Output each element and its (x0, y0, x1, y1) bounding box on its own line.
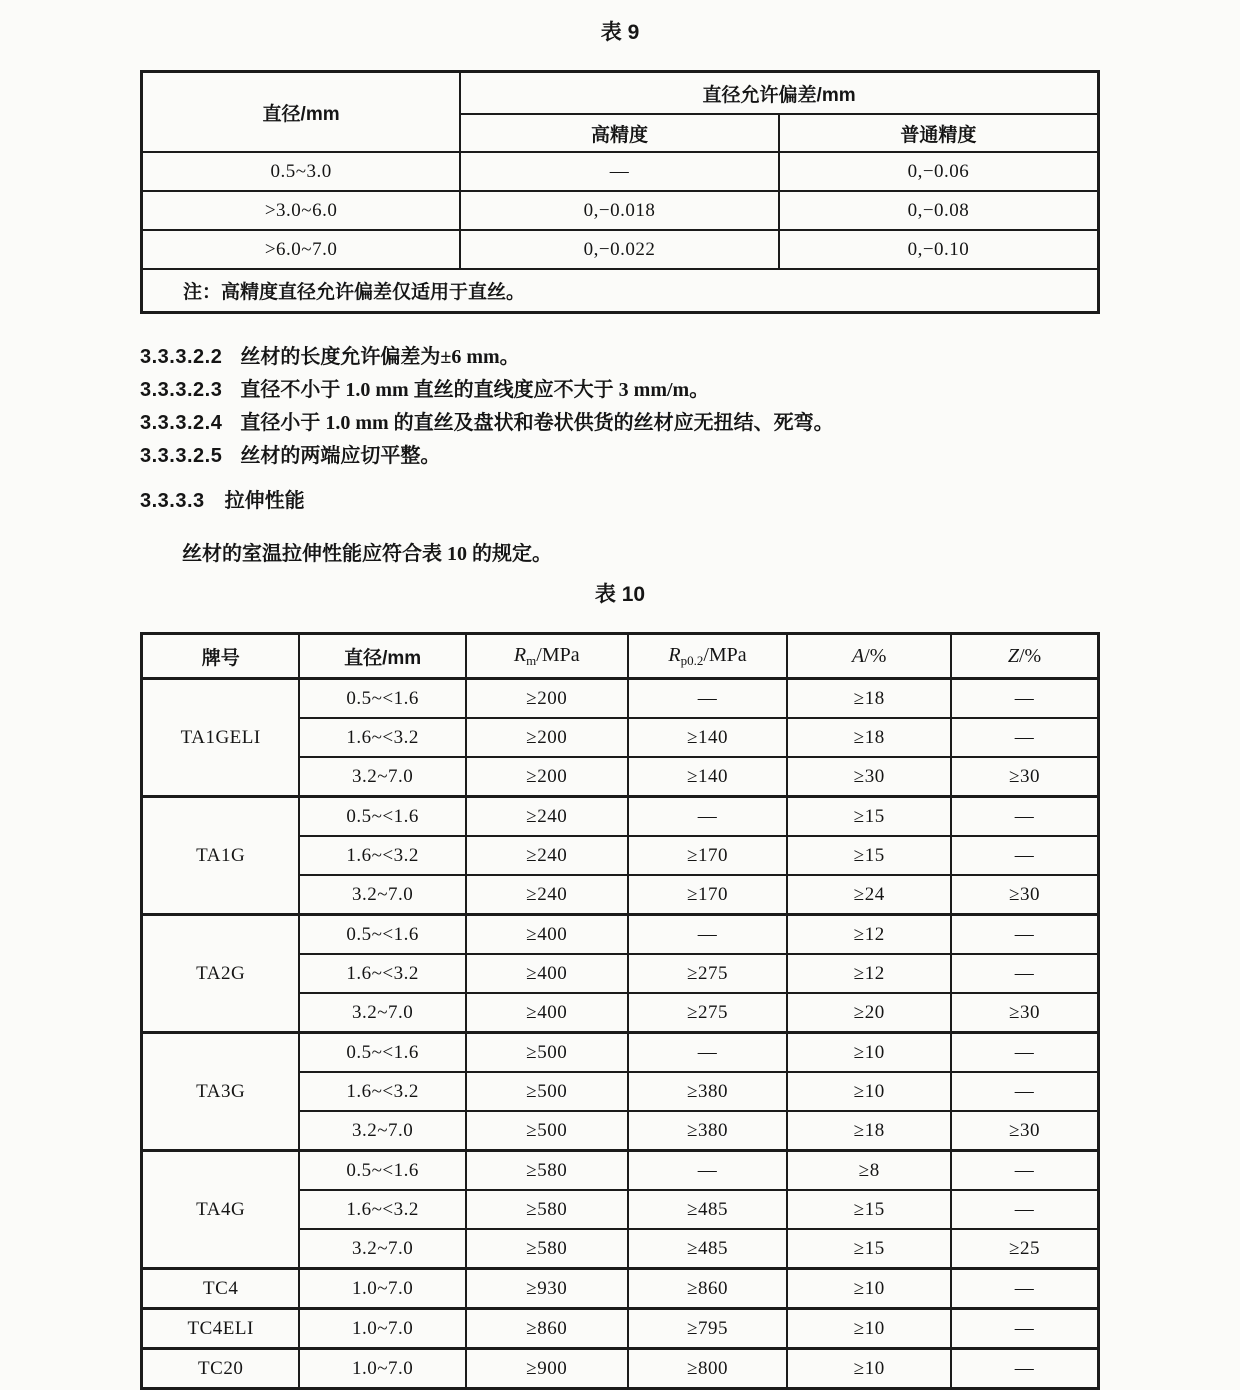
cell-rm: ≥240 (466, 797, 628, 837)
t9-header-high-precision: 高精度 (460, 114, 779, 152)
t10-header-elongation (787, 634, 951, 679)
cell-diameter: 1.0~7.0 (299, 1349, 466, 1389)
cell-rm: ≥580 (466, 1151, 628, 1191)
cell-diameter: 1.0~7.0 (299, 1309, 466, 1349)
cell-reduction: — (951, 1033, 1098, 1073)
table-row (142, 1269, 1099, 1309)
cell-reduction: — (951, 1072, 1098, 1111)
cell-reduction: — (951, 718, 1098, 757)
cell-grade: TC4ELI (142, 1309, 300, 1349)
t10-header-diameter: 直径/mm (299, 634, 466, 679)
cell-normal-tolerance: 0,−0.06 (779, 152, 1099, 191)
cell-reduction: — (951, 797, 1098, 837)
cell-diameter: 0.5~<1.6 (299, 679, 466, 719)
cell-high-tolerance: — (460, 152, 779, 191)
cell-diameter: 1.0~7.0 (299, 1269, 466, 1309)
table-row (142, 915, 1099, 955)
cell-reduction: — (951, 836, 1098, 875)
cell-diameter: 0.5~3.0 (142, 152, 461, 191)
cell-elongation: ≥10 (787, 1269, 951, 1309)
t9-header-tolerance: 直径允许偏差/mm (460, 72, 1098, 115)
cell-grade: TC20 (142, 1349, 300, 1389)
table-row (142, 1033, 1099, 1073)
table9-header-row-1 (142, 72, 1099, 115)
cell-normal-tolerance: 0,−0.08 (779, 191, 1099, 230)
cell-rp02: ≥800 (628, 1349, 788, 1389)
rm-subscript: m (526, 652, 537, 668)
cell-rp02: ≥380 (628, 1111, 788, 1151)
cell-diameter: 1.6~<3.2 (299, 1072, 466, 1111)
cell-elongation: ≥15 (787, 1190, 951, 1229)
clause-3.3.3.2.4 (140, 410, 1100, 437)
cell-rp02: ≥140 (628, 757, 788, 797)
cell-rp02: — (628, 679, 788, 719)
t9-header-diameter: 直径/mm (142, 72, 461, 153)
clause-number: 3.3.3.2.3 (140, 379, 223, 401)
cell-rm: ≥400 (466, 915, 628, 955)
cell-diameter: 3.2~7.0 (299, 1111, 466, 1151)
cell-elongation: ≥10 (787, 1072, 951, 1111)
cell-elongation: ≥15 (787, 836, 951, 875)
table-row (142, 152, 1099, 191)
cell-rm: ≥200 (466, 679, 628, 719)
cell-diameter: 3.2~7.0 (299, 1229, 466, 1269)
cell-rm: ≥500 (466, 1111, 628, 1151)
cell-rm: ≥400 (466, 993, 628, 1033)
cell-rp02: — (628, 1033, 788, 1073)
table10-header-row (142, 634, 1099, 679)
cell-diameter: 3.2~7.0 (299, 993, 466, 1033)
rp-unit: /MPa (703, 643, 747, 666)
clause-text: 丝材的两端应切平整。 (240, 445, 441, 467)
cell-rm: ≥500 (466, 1033, 628, 1073)
cell-diameter: 1.6~<3.2 (299, 718, 466, 757)
rm-unit: /MPa (536, 643, 580, 666)
table-row (142, 230, 1099, 269)
cell-rm: ≥240 (466, 836, 628, 875)
intro-paragraph: 丝材的室温拉伸性能应符合表 10 的规定。 (182, 543, 552, 565)
table-row (142, 1309, 1099, 1349)
cell-rm: ≥580 (466, 1229, 628, 1269)
clause-3.3.3.2.3 (140, 377, 1100, 404)
cell-diameter: 0.5~<1.6 (299, 1151, 466, 1191)
cell-rp02: ≥140 (628, 718, 788, 757)
cell-elongation: ≥18 (787, 718, 951, 757)
section-title: 拉伸性能 (224, 490, 305, 512)
cell-high-tolerance: 0,−0.022 (460, 230, 779, 269)
clause-text: 直径不小于 1.0 mm 直丝的直线度应不大于 3 mm/m。 (240, 379, 710, 401)
document-page (140, 0, 1100, 1390)
clause-3.3.3.2.5 (140, 443, 1100, 470)
table-row (142, 1349, 1099, 1389)
cell-rm: ≥580 (466, 1190, 628, 1229)
clause-number: 3.3.3.2.5 (140, 445, 223, 467)
cell-reduction: ≥30 (951, 993, 1098, 1033)
cell-diameter: 1.6~<3.2 (299, 954, 466, 993)
cell-elongation: ≥30 (787, 757, 951, 797)
cell-reduction: ≥30 (951, 757, 1098, 797)
table-row (142, 797, 1099, 837)
cell-rp02: ≥170 (628, 836, 788, 875)
cell-diameter: 1.6~<3.2 (299, 836, 466, 875)
cell-diameter: >3.0~6.0 (142, 191, 461, 230)
a-symbol: A (852, 644, 865, 667)
cell-reduction: ≥30 (951, 1111, 1098, 1151)
cell-rm: ≥200 (466, 757, 628, 797)
cell-elongation: ≥10 (787, 1309, 951, 1349)
cell-rm: ≥200 (466, 718, 628, 757)
clause-text: 丝材的长度允许偏差为±6 mm。 (240, 346, 520, 368)
cell-rp02: ≥485 (628, 1229, 788, 1269)
cell-elongation: ≥15 (787, 797, 951, 837)
cell-reduction: — (951, 1269, 1098, 1309)
z-symbol: Z (1007, 644, 1019, 667)
cell-rm: ≥930 (466, 1269, 628, 1309)
table9-note-row (142, 269, 1099, 313)
cell-rp02: ≥380 (628, 1072, 788, 1111)
clause-3.3.3.2.2 (140, 344, 1100, 371)
cell-reduction: — (951, 679, 1098, 719)
cell-elongation: ≥12 (787, 954, 951, 993)
table9-title: 表 9 (600, 21, 640, 44)
cell-reduction: ≥25 (951, 1229, 1098, 1269)
cell-reduction: — (951, 1151, 1098, 1191)
cell-elongation: ≥18 (787, 679, 951, 719)
cell-rp02: ≥275 (628, 993, 788, 1033)
cell-diameter: 3.2~7.0 (299, 757, 466, 797)
clause-number: 3.3.3.2.4 (140, 412, 223, 434)
cell-rm: ≥240 (466, 875, 628, 915)
cell-grade: TA1GELI (142, 679, 300, 797)
cell-rp02: ≥860 (628, 1269, 788, 1309)
t10-header-reduction (951, 634, 1098, 679)
rp-symbol: R (668, 643, 681, 666)
cell-diameter: 1.6~<3.2 (299, 1190, 466, 1229)
cell-diameter: 0.5~<1.6 (299, 797, 466, 837)
cell-normal-tolerance: 0,−0.10 (779, 230, 1099, 269)
cell-elongation: ≥24 (787, 875, 951, 915)
t10-header-rp02 (628, 634, 788, 679)
cell-reduction: ≥30 (951, 875, 1098, 915)
clause-text: 直径小于 1.0 mm 的直丝及盘状和卷状供货的丝材应无扭结、死弯。 (240, 412, 834, 434)
cell-elongation: ≥18 (787, 1111, 951, 1151)
cell-rm: ≥860 (466, 1309, 628, 1349)
cell-diameter: 0.5~<1.6 (299, 1033, 466, 1073)
cell-elongation: ≥10 (787, 1033, 951, 1073)
clause-number: 3.3.3.2.2 (140, 346, 223, 368)
cell-high-tolerance: 0,−0.018 (460, 191, 779, 230)
cell-reduction: — (951, 1309, 1098, 1349)
cell-rp02: — (628, 915, 788, 955)
cell-elongation: ≥8 (787, 1151, 951, 1191)
rp-subscript: p0.2 (680, 652, 704, 668)
cell-rp02: ≥275 (628, 954, 788, 993)
table9 (140, 70, 1100, 314)
cell-grade: TA1G (142, 797, 300, 915)
cell-elongation: ≥10 (787, 1349, 951, 1389)
cell-elongation: ≥20 (787, 993, 951, 1033)
t9-header-normal-precision: 普通精度 (779, 114, 1099, 152)
cell-rp02: — (628, 797, 788, 837)
cell-grade: TA2G (142, 915, 300, 1033)
cell-rp02: ≥485 (628, 1190, 788, 1229)
cell-diameter: 0.5~<1.6 (299, 915, 466, 955)
cell-rm: ≥400 (466, 954, 628, 993)
cell-reduction: — (951, 1349, 1098, 1389)
table-row (142, 1151, 1099, 1191)
cell-rp02: ≥170 (628, 875, 788, 915)
a-unit: /% (864, 644, 887, 667)
cell-elongation: ≥15 (787, 1229, 951, 1269)
table9-note: 注：高精度直径允许偏差仅适用于直丝。 (142, 269, 1099, 313)
table-row (142, 191, 1099, 230)
table-row (142, 679, 1099, 719)
cell-reduction: — (951, 915, 1098, 955)
cell-grade: TA3G (142, 1033, 300, 1151)
section-number: 3.3.3.3 (140, 490, 205, 512)
cell-rm: ≥900 (466, 1349, 628, 1389)
cell-reduction: — (951, 954, 1098, 993)
cell-rp02: — (628, 1151, 788, 1191)
cell-grade: TA4G (142, 1151, 300, 1269)
t10-header-rm (466, 634, 628, 679)
cell-elongation: ≥12 (787, 915, 951, 955)
cell-diameter: >6.0~7.0 (142, 230, 461, 269)
z-unit: /% (1018, 644, 1042, 667)
cell-rp02: ≥795 (628, 1309, 788, 1349)
cell-reduction: — (951, 1190, 1098, 1229)
t10-header-grade: 牌号 (142, 634, 300, 679)
section-heading-3.3.3.3 (140, 488, 1100, 515)
table10-title: 表 10 (594, 583, 646, 606)
cell-diameter: 3.2~7.0 (299, 875, 466, 915)
cell-grade: TC4 (142, 1269, 300, 1309)
cell-rm: ≥500 (466, 1072, 628, 1111)
rm-symbol: R (513, 643, 527, 666)
table10 (140, 632, 1100, 1390)
